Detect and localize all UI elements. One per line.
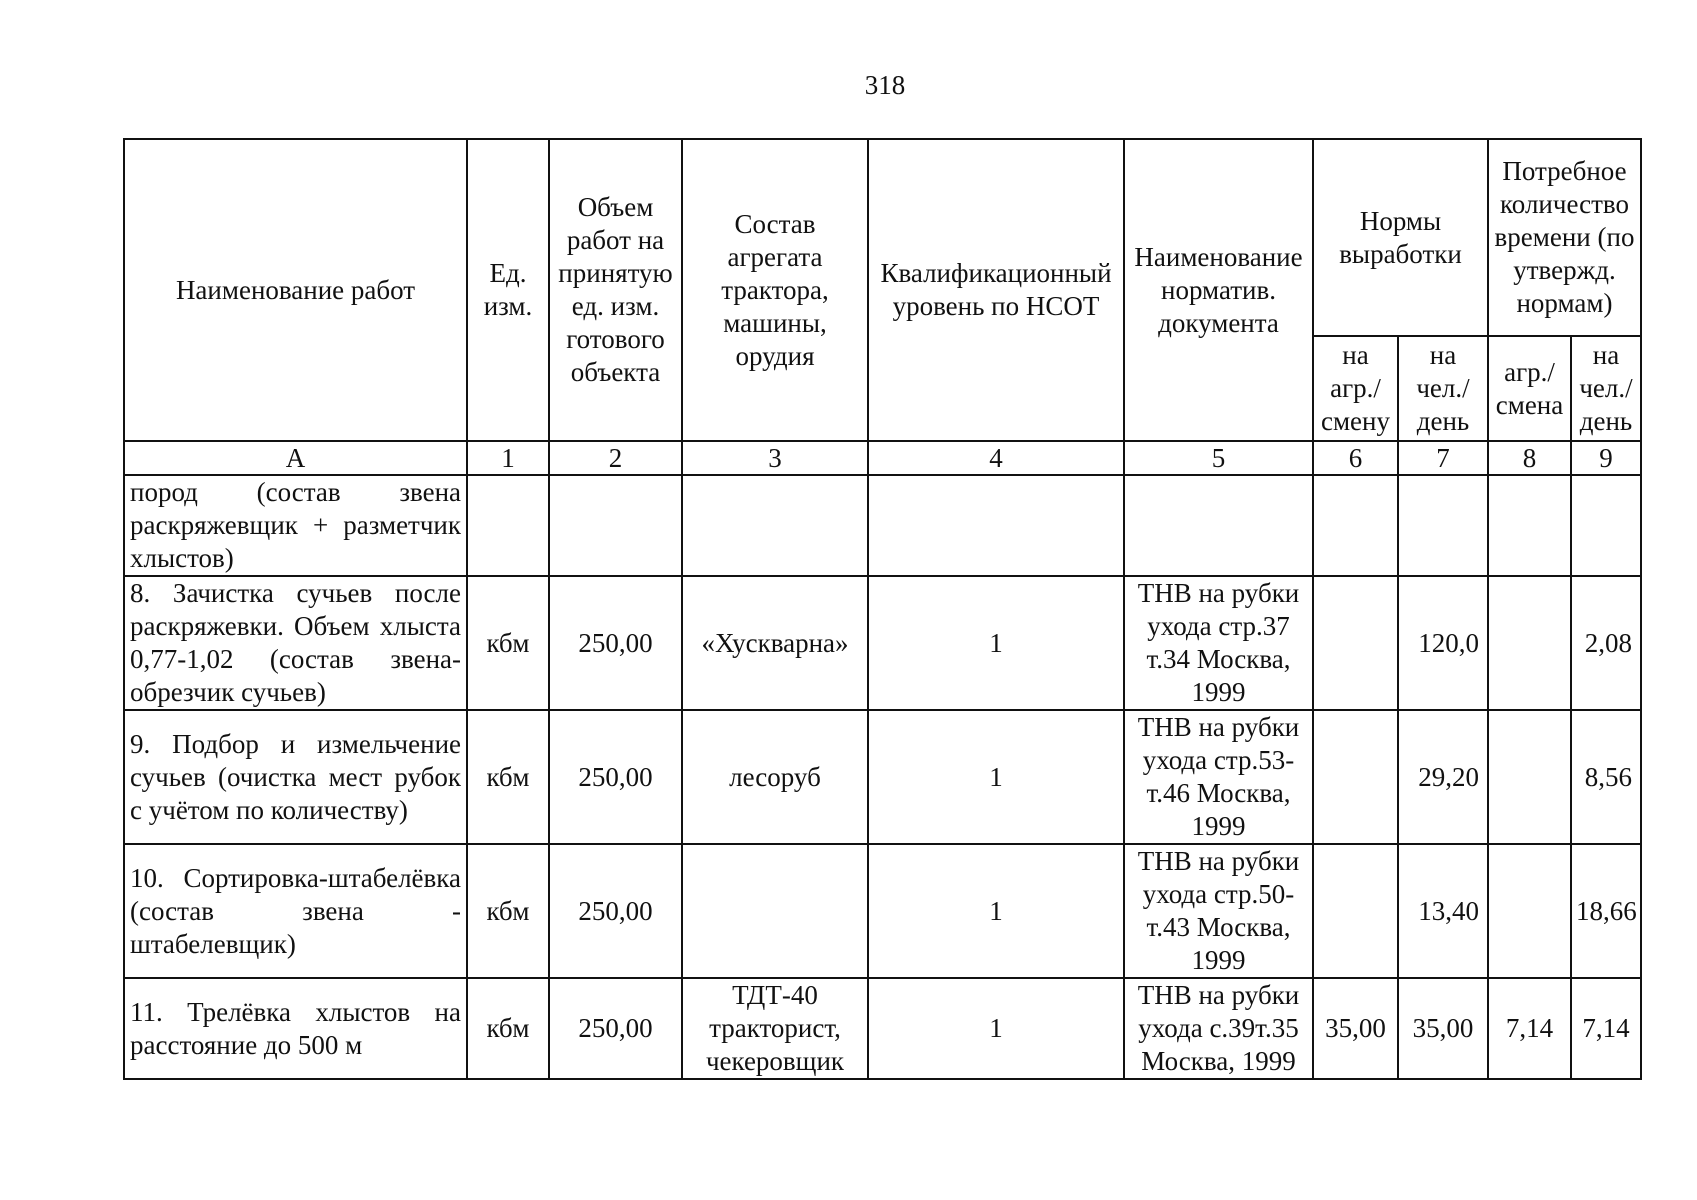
- norm-person-cell: [1398, 475, 1488, 576]
- column-index: 9: [1571, 441, 1641, 475]
- column-index: 5: [1124, 441, 1313, 475]
- time-person-cell: [1571, 475, 1641, 576]
- work-name: 10. Сортировка-штабелёвка (состав звена - штабелевщик): [124, 844, 467, 978]
- document-cell: ТНВ на рубки ухода стр.37 т.34 Москва, 1999: [1124, 576, 1313, 710]
- column-index: 2: [549, 441, 682, 475]
- composition-cell: «Хускварна»: [682, 576, 868, 710]
- qualification-cell: 1: [868, 978, 1124, 1079]
- composition-cell: [682, 844, 868, 978]
- column-index: 3: [682, 441, 868, 475]
- works-table: [123, 138, 1642, 1080]
- volume-cell: 250,00: [549, 576, 682, 710]
- column-index-row: [124, 441, 1641, 475]
- header-unit: Ед. изм.: [467, 139, 549, 441]
- column-index: А: [124, 441, 467, 475]
- header-composition: Состав агрегата трактора, машины, орудия: [682, 139, 868, 441]
- qualification-cell: 1: [868, 576, 1124, 710]
- norm-agr-cell: [1313, 710, 1398, 844]
- header-document: Наименование норматив. документа: [1124, 139, 1313, 441]
- time-person-cell: 8,56: [1571, 710, 1641, 844]
- table-row: [124, 978, 1641, 1079]
- norm-agr-cell: 35,00: [1313, 978, 1398, 1079]
- unit-cell: кбм: [467, 978, 549, 1079]
- time-agr-cell: 7,14: [1488, 978, 1571, 1079]
- page-number: 318: [864, 70, 906, 100]
- norm-person-cell: 35,00: [1398, 978, 1488, 1079]
- document-cell: [1124, 475, 1313, 576]
- unit-cell: кбм: [467, 710, 549, 844]
- unit-cell: [467, 475, 549, 576]
- time-agr-cell: [1488, 710, 1571, 844]
- norm-person-cell: 29,20: [1398, 710, 1488, 844]
- unit-cell: кбм: [467, 844, 549, 978]
- header-row: [124, 139, 1641, 336]
- table-row: [124, 475, 1641, 576]
- composition-cell: [682, 475, 868, 576]
- header-name: Наименование работ: [124, 139, 467, 441]
- time-agr-cell: [1488, 576, 1571, 710]
- norm-person-cell: 13,40: [1398, 844, 1488, 978]
- table-row: [124, 844, 1641, 978]
- volume-cell: 250,00: [549, 978, 682, 1079]
- time-person-cell: 7,14: [1571, 978, 1641, 1079]
- volume-cell: [549, 475, 682, 576]
- header-norms: Нормы выработки: [1313, 139, 1488, 336]
- time-person-cell: 18,66: [1571, 844, 1641, 978]
- norm-agr-cell: [1313, 576, 1398, 710]
- column-index: 8: [1488, 441, 1571, 475]
- document-cell: ТНВ на рубки ухода стр.50-т.43 Москва, 1999: [1124, 844, 1313, 978]
- volume-cell: 250,00: [549, 844, 682, 978]
- header-norm-agr: на агр./ смену: [1313, 336, 1398, 441]
- document-cell: ТНВ на рубки ухода стр.53-т.46 Москва, 1999: [1124, 710, 1313, 844]
- table-row: [124, 710, 1641, 844]
- table-row: [124, 576, 1641, 710]
- qualification-cell: [868, 475, 1124, 576]
- header-qualification: Квалификационный уровень по НСОТ: [868, 139, 1124, 441]
- qualification-cell: 1: [868, 710, 1124, 844]
- work-name: 8. Зачистка сучьев после раскряжевки. Объем хлыста 0,77-1,02 (состав звена-обрезчик сучьев): [124, 576, 467, 710]
- column-index: 4: [868, 441, 1124, 475]
- composition-cell: ТДТ-40 тракторист, чекеровщик: [682, 978, 868, 1079]
- column-index: 7: [1398, 441, 1488, 475]
- work-name: 9. Подбор и измельчение сучьев (очистка мест рубок с учётом по количеству): [124, 710, 467, 844]
- column-index: 1: [467, 441, 549, 475]
- column-index: 6: [1313, 441, 1398, 475]
- composition-cell: лесоруб: [682, 710, 868, 844]
- norm-agr-cell: [1313, 844, 1398, 978]
- header-volume: Объем работ на принятую ед. изм. готового объекта: [549, 139, 682, 441]
- header-norm-person: на чел./ день: [1398, 336, 1488, 441]
- header-time-required: Потребное количество времени (по утвержд. нормам): [1488, 139, 1641, 336]
- unit-cell: кбм: [467, 576, 549, 710]
- time-person-cell: 2,08: [1571, 576, 1641, 710]
- norm-agr-cell: [1313, 475, 1398, 576]
- header-time-person: на чел./ день: [1571, 336, 1641, 441]
- volume-cell: 250,00: [549, 710, 682, 844]
- qualification-cell: 1: [868, 844, 1124, 978]
- document-cell: ТНВ на рубки ухода с.39т.35 Москва, 1999: [1124, 978, 1313, 1079]
- time-agr-cell: [1488, 475, 1571, 576]
- work-name: пород (состав звена раскряжевщик + разметчик хлыстов): [124, 475, 467, 576]
- work-name: 11. Трелёвка хлыстов на расстояние до 500 м: [124, 978, 467, 1079]
- time-agr-cell: [1488, 844, 1571, 978]
- header-time-agr: агр./ смена: [1488, 336, 1571, 441]
- norm-person-cell: 120,0: [1398, 576, 1488, 710]
